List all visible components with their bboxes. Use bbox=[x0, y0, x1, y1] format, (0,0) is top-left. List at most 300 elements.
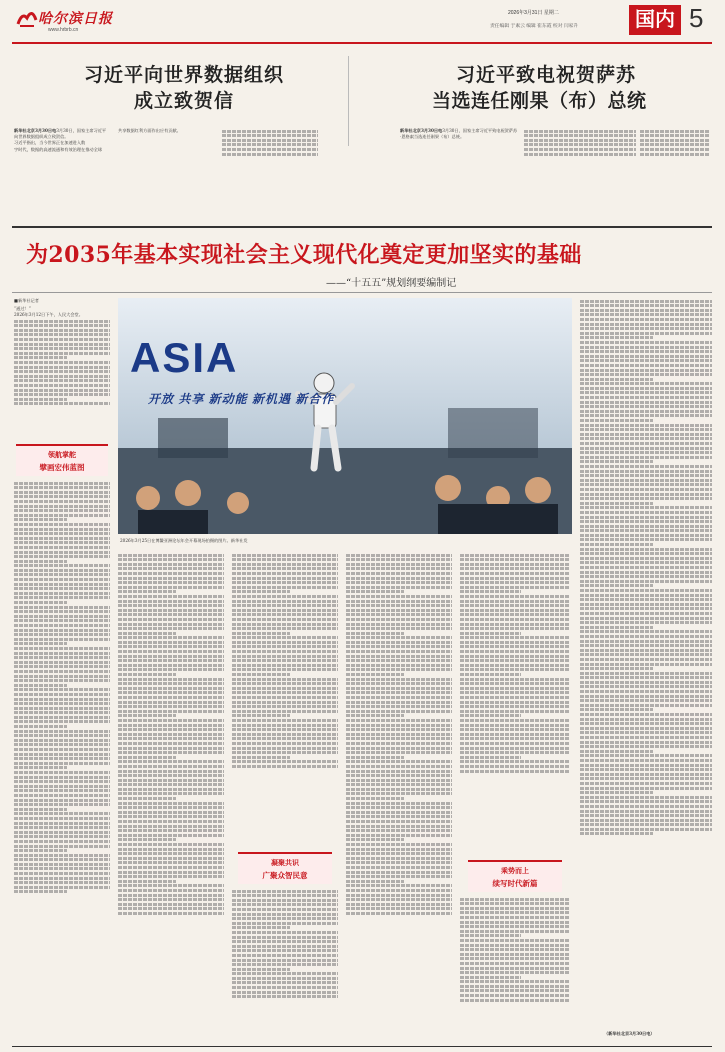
body-text-line bbox=[232, 986, 338, 989]
body-text-line bbox=[346, 590, 404, 593]
body-text-line bbox=[580, 796, 712, 799]
body-text-line bbox=[580, 745, 712, 748]
body-text-line bbox=[232, 981, 338, 984]
body-text-line bbox=[118, 871, 224, 874]
body-text-line bbox=[580, 304, 712, 307]
body-text-line bbox=[580, 630, 712, 633]
body-text-line bbox=[14, 555, 110, 558]
subhead2-line1: 凝聚共识 bbox=[271, 860, 299, 867]
subhead-box-3 bbox=[468, 860, 562, 892]
page-number: 5 bbox=[689, 3, 704, 33]
body-text-line bbox=[524, 139, 636, 142]
body-text-line bbox=[232, 949, 338, 952]
body-text-line bbox=[14, 822, 110, 825]
body-text-line bbox=[118, 742, 224, 745]
body-text-line bbox=[460, 714, 521, 717]
body-text-line bbox=[460, 554, 570, 557]
body-text-line bbox=[640, 153, 710, 156]
body-text-line bbox=[14, 560, 67, 563]
body-text-line bbox=[118, 636, 224, 639]
body-text-line bbox=[232, 558, 338, 561]
body-text-line bbox=[14, 338, 110, 341]
body-text-line bbox=[232, 600, 338, 603]
body-text-line bbox=[14, 647, 110, 650]
body-text-line bbox=[118, 760, 224, 763]
body-text-line bbox=[580, 538, 712, 541]
body-text-line bbox=[580, 447, 712, 450]
body-text-line bbox=[14, 766, 67, 769]
article2-lead bbox=[400, 128, 518, 140]
body-text-line bbox=[118, 618, 224, 621]
body-text-line bbox=[118, 554, 224, 557]
body-text-line bbox=[460, 613, 570, 616]
body-text-line bbox=[460, 567, 570, 570]
body-text-line bbox=[580, 378, 653, 381]
body-text-line bbox=[14, 679, 110, 682]
body-text-line bbox=[118, 678, 224, 681]
body-text-line bbox=[580, 713, 712, 716]
body-text-line bbox=[346, 632, 404, 635]
body-text-line bbox=[14, 794, 110, 797]
body-text-line bbox=[232, 936, 338, 939]
body-text-line bbox=[346, 554, 452, 557]
body-text-line bbox=[640, 134, 710, 137]
body-text-line bbox=[346, 751, 452, 754]
body-text-line bbox=[460, 710, 570, 713]
body-text-line bbox=[460, 930, 570, 933]
body-text-line bbox=[580, 543, 653, 546]
article1-text-col3 bbox=[222, 128, 318, 168]
body-text-line bbox=[346, 843, 452, 846]
article2-lead-text: 3月30日，国家主席习近平致电祝贺萨苏·恩格索当选连任刚果（布）总统。 bbox=[400, 128, 518, 140]
body-text-line bbox=[118, 714, 176, 717]
body-text-line bbox=[14, 379, 110, 382]
body-text-line bbox=[232, 959, 338, 962]
body-text-line bbox=[346, 641, 452, 644]
body-text-line bbox=[640, 143, 710, 146]
article-congratulation bbox=[356, 54, 712, 224]
body-text-line bbox=[118, 710, 224, 713]
body-text-line bbox=[580, 474, 712, 477]
body-text-line bbox=[346, 586, 452, 589]
body-text-line bbox=[580, 419, 653, 422]
body-text-line bbox=[118, 641, 224, 644]
body-text-line bbox=[346, 664, 452, 667]
body-text-line bbox=[14, 803, 110, 806]
body-text-line bbox=[580, 318, 712, 321]
body-text-line bbox=[580, 640, 712, 643]
body-text-line bbox=[580, 529, 712, 532]
body-text-line bbox=[232, 894, 338, 897]
body-text-line bbox=[346, 866, 452, 869]
body-text-line bbox=[346, 719, 452, 722]
body-text-line bbox=[118, 590, 176, 593]
body-text-line bbox=[580, 442, 712, 445]
body-text-line bbox=[346, 678, 452, 681]
article1-dateline: 新华社北京3月30日电 bbox=[14, 128, 57, 133]
article-data-organization bbox=[14, 54, 344, 224]
body-text-line bbox=[118, 880, 176, 883]
body-text-line bbox=[118, 820, 224, 823]
body-text-line bbox=[118, 834, 224, 837]
story-column-6 bbox=[580, 298, 712, 1044]
body-text-line bbox=[460, 577, 570, 580]
body-text-line bbox=[232, 701, 338, 704]
body-text-line bbox=[346, 802, 452, 805]
body-text-line bbox=[118, 774, 224, 777]
body-text-line bbox=[580, 690, 712, 693]
body-text-line bbox=[460, 994, 570, 997]
body-text-line bbox=[580, 470, 712, 473]
body-text-line bbox=[580, 759, 712, 762]
body-text-line bbox=[580, 414, 712, 417]
body-text-line bbox=[232, 940, 338, 943]
body-text-line bbox=[580, 607, 712, 610]
body-text-line bbox=[460, 668, 570, 671]
article1-lead bbox=[14, 128, 110, 153]
body-text-line bbox=[14, 592, 110, 595]
body-text-line bbox=[14, 771, 110, 774]
body-text-line bbox=[580, 557, 712, 560]
body-text-line bbox=[14, 482, 110, 485]
body-text-line bbox=[118, 623, 224, 626]
body-text-line bbox=[460, 737, 570, 740]
body-text-line bbox=[346, 912, 452, 915]
photo-banner-text: ASIA bbox=[130, 334, 239, 381]
body-text-line bbox=[232, 751, 338, 754]
body-text-line bbox=[118, 627, 224, 630]
body-text-line bbox=[14, 812, 110, 815]
body-text-line bbox=[232, 714, 290, 717]
body-text-line bbox=[14, 845, 110, 848]
body-text-line bbox=[118, 779, 224, 782]
body-text-line bbox=[580, 832, 653, 835]
body-text-line bbox=[14, 601, 67, 604]
body-text-line bbox=[14, 333, 110, 336]
column5-text-block1 bbox=[460, 552, 570, 852]
body-text-line bbox=[346, 779, 452, 782]
body-text-line bbox=[640, 148, 710, 151]
body-text-line bbox=[580, 396, 712, 399]
body-text-line bbox=[580, 336, 653, 339]
body-text-line bbox=[14, 799, 110, 802]
body-text-line bbox=[460, 627, 570, 630]
body-text-line bbox=[232, 696, 338, 699]
body-text-line bbox=[14, 500, 110, 503]
main-headline: 为2035年基本实现社会主义现代化奠定更加坚实的基础 bbox=[26, 242, 582, 268]
body-text-line bbox=[232, 908, 338, 911]
body-text-line bbox=[232, 581, 338, 584]
column1-text-block1 bbox=[14, 318, 110, 436]
body-text-line bbox=[460, 719, 570, 722]
body-text-line bbox=[580, 635, 712, 638]
body-text-line bbox=[580, 704, 712, 707]
body-text-line bbox=[118, 645, 224, 648]
body-text-line bbox=[460, 604, 570, 607]
body-text-line bbox=[346, 770, 452, 773]
body-text-line bbox=[580, 805, 712, 808]
body-text-line bbox=[346, 701, 452, 704]
body-text-line bbox=[346, 558, 452, 561]
body-text-line bbox=[460, 898, 570, 901]
body-text-line bbox=[460, 590, 521, 593]
body-text-line bbox=[118, 889, 224, 892]
body-text-line bbox=[580, 493, 712, 496]
body-text-line bbox=[14, 684, 67, 687]
body-text-line bbox=[346, 595, 452, 598]
body-text-line bbox=[460, 962, 570, 965]
body-text-line bbox=[346, 907, 452, 910]
editor-credits: 责任编辑 于素云 编辑 崔东霞 校对 闫家升 bbox=[490, 24, 579, 29]
body-text-line bbox=[232, 995, 338, 998]
body-text-line bbox=[580, 658, 712, 661]
body-text-line bbox=[118, 751, 224, 754]
body-text-line bbox=[232, 899, 338, 902]
column4-text-block1 bbox=[346, 552, 452, 1042]
body-text-line bbox=[460, 939, 570, 942]
body-text-line bbox=[14, 877, 110, 880]
body-text-line bbox=[346, 705, 452, 708]
body-text-line bbox=[14, 505, 110, 508]
body-text-line bbox=[580, 465, 712, 468]
body-text-line bbox=[580, 502, 653, 505]
body-text-line bbox=[14, 596, 110, 599]
body-text-line bbox=[580, 520, 712, 523]
body-text-line bbox=[118, 861, 224, 864]
body-text-line bbox=[580, 828, 712, 831]
body-text-line bbox=[14, 716, 110, 719]
body-text-line bbox=[118, 806, 224, 809]
body-text-line bbox=[580, 387, 712, 390]
body-text-line bbox=[346, 747, 452, 750]
body-text-line bbox=[346, 604, 452, 607]
body-text-line bbox=[118, 912, 224, 915]
body-text-line bbox=[460, 696, 570, 699]
body-text-line bbox=[524, 153, 636, 156]
body-text-line bbox=[640, 139, 710, 142]
article1-lead-text: 3月30日，国家主席习近平向世界数据组织成立致贺信。 bbox=[14, 128, 107, 140]
body-text-line bbox=[118, 586, 224, 589]
body-text-line bbox=[232, 972, 338, 975]
body-text-line bbox=[346, 650, 452, 653]
body-text-line bbox=[580, 451, 712, 454]
body-text-line bbox=[346, 737, 452, 740]
subhead3-line2: 续写时代新篇 bbox=[492, 879, 538, 888]
body-text-line bbox=[118, 687, 224, 690]
body-text-line bbox=[460, 760, 570, 763]
body-text-line bbox=[460, 600, 570, 603]
body-text-line bbox=[580, 479, 712, 482]
body-text-line bbox=[14, 356, 67, 359]
body-text-line bbox=[14, 675, 110, 678]
body-text-line bbox=[580, 350, 712, 353]
body-text-line bbox=[580, 594, 712, 597]
body-text-line bbox=[14, 702, 110, 705]
body-text-line bbox=[346, 623, 452, 626]
body-text-line bbox=[346, 820, 452, 823]
body-text-line bbox=[460, 742, 570, 745]
body-text-line bbox=[460, 902, 570, 905]
issue-date: 2026年3月31日 星期二 bbox=[508, 10, 559, 16]
body-text-line bbox=[346, 880, 404, 883]
body-text-line bbox=[346, 682, 452, 685]
body-text-line bbox=[460, 701, 570, 704]
body-text-line bbox=[460, 751, 570, 754]
body-text-line bbox=[346, 636, 452, 639]
body-text-line bbox=[14, 849, 67, 852]
body-text-line bbox=[222, 143, 318, 146]
body-text-line bbox=[232, 623, 338, 626]
body-text-line bbox=[118, 577, 224, 580]
body-text-line bbox=[232, 931, 338, 934]
body-text-line bbox=[14, 688, 110, 691]
body-text-line bbox=[346, 875, 452, 878]
body-text-line bbox=[460, 916, 570, 919]
photo-slogan: 开放 共享 新动能 新机遇 新合作 bbox=[148, 392, 335, 406]
subhead-box-1 bbox=[16, 444, 108, 476]
body-text-line bbox=[580, 355, 712, 358]
article1-text-col2 bbox=[118, 128, 214, 168]
body-text-line bbox=[14, 867, 110, 870]
body-text-line bbox=[460, 664, 570, 667]
body-text-line bbox=[580, 534, 712, 537]
body-text-line bbox=[346, 797, 404, 800]
body-text-line bbox=[14, 523, 110, 526]
body-text-line bbox=[580, 819, 712, 822]
body-text-line bbox=[580, 649, 712, 652]
body-text-line bbox=[232, 650, 338, 653]
body-text-line bbox=[232, 590, 290, 593]
body-text-line bbox=[580, 810, 712, 813]
body-text-line bbox=[232, 747, 338, 750]
body-text-line bbox=[118, 724, 224, 727]
body-text-line bbox=[346, 806, 452, 809]
body-text-line bbox=[14, 886, 110, 889]
body-text-line bbox=[118, 765, 224, 768]
body-text-line bbox=[118, 843, 224, 846]
body-text-line bbox=[118, 770, 224, 773]
body-text-line bbox=[14, 748, 110, 751]
body-text-line bbox=[460, 967, 570, 970]
body-text-line bbox=[232, 668, 338, 671]
body-text-line bbox=[640, 130, 710, 133]
body-text-line bbox=[580, 391, 712, 394]
body-text-line bbox=[14, 528, 110, 531]
body-text-line bbox=[118, 572, 224, 575]
body-text-line bbox=[580, 346, 712, 349]
story-column-5 bbox=[460, 552, 570, 1044]
body-text-line bbox=[232, 705, 338, 708]
body-text-line bbox=[460, 999, 570, 1002]
logo-text: 哈尔滨日报 bbox=[38, 11, 113, 27]
body-text-line bbox=[580, 488, 712, 491]
body-text-line bbox=[346, 871, 452, 874]
body-text-line bbox=[580, 456, 712, 459]
body-text-line bbox=[580, 483, 712, 486]
body-text-line bbox=[232, 682, 338, 685]
body-text-line bbox=[14, 670, 110, 673]
body-text-line bbox=[232, 917, 338, 920]
body-text-line bbox=[460, 682, 570, 685]
body-text-line bbox=[118, 829, 224, 832]
body-text-line bbox=[14, 642, 67, 645]
body-text-line bbox=[580, 699, 712, 702]
body-text-line bbox=[346, 760, 452, 763]
body-text-line bbox=[346, 848, 452, 851]
body-text-line bbox=[14, 707, 110, 710]
body-text-line bbox=[580, 401, 712, 404]
body-text-line bbox=[580, 437, 712, 440]
body-text-line bbox=[118, 788, 224, 791]
body-text-line bbox=[580, 727, 712, 730]
body-text-line bbox=[460, 655, 570, 658]
body-text-line bbox=[460, 747, 570, 750]
body-text-line bbox=[232, 595, 338, 598]
body-text-line bbox=[460, 989, 570, 992]
body-text-line bbox=[14, 661, 110, 664]
body-text-line bbox=[118, 838, 176, 841]
body-text-line bbox=[580, 309, 712, 312]
body-text-line bbox=[232, 724, 338, 727]
body-text-line bbox=[580, 548, 712, 551]
body-text-line bbox=[118, 701, 224, 704]
body-text-line bbox=[118, 903, 224, 906]
body-text-line bbox=[14, 757, 110, 760]
body-text-line bbox=[346, 838, 404, 841]
body-text-line bbox=[14, 615, 110, 618]
body-text-line bbox=[580, 741, 712, 744]
subhead-box-2 bbox=[238, 852, 332, 884]
body-text-line bbox=[460, 572, 570, 575]
body-text-line bbox=[460, 691, 570, 694]
body-text-line bbox=[580, 516, 712, 519]
body-text-line bbox=[14, 583, 110, 586]
body-text-line bbox=[460, 948, 570, 951]
body-text-line bbox=[14, 854, 110, 857]
body-text-line bbox=[460, 953, 570, 956]
body-text-line bbox=[580, 424, 712, 427]
body-text-line bbox=[580, 768, 712, 771]
body-text-line bbox=[14, 514, 110, 517]
body-text-line bbox=[580, 800, 712, 803]
body-text-line bbox=[232, 632, 290, 635]
body-text-line bbox=[580, 511, 712, 514]
body-text-line bbox=[14, 606, 110, 609]
subhead1-line1: 领航掌舵 bbox=[48, 452, 76, 459]
body-text-line bbox=[14, 881, 110, 884]
body-text-line bbox=[14, 808, 67, 811]
body-text-line bbox=[460, 623, 570, 626]
body-text-line bbox=[580, 598, 712, 601]
body-text-line bbox=[580, 341, 712, 344]
body-text-line bbox=[460, 650, 570, 653]
body-text-line bbox=[118, 682, 224, 685]
column6-text-block1 bbox=[580, 298, 712, 1028]
body-text-line bbox=[580, 571, 712, 574]
body-text-line bbox=[232, 664, 338, 667]
main-headline-rule bbox=[12, 292, 712, 293]
column3-text-block2 bbox=[232, 888, 338, 1042]
body-text-line bbox=[232, 926, 290, 929]
body-text-line bbox=[118, 811, 224, 814]
body-text-line bbox=[14, 551, 110, 554]
body-text-line bbox=[346, 696, 452, 699]
article1-col2-text: 共享数据红利方面作出应有贡献。 bbox=[118, 128, 181, 133]
body-text-line bbox=[14, 347, 110, 350]
body-text-line bbox=[14, 491, 110, 494]
column5-text-block2 bbox=[460, 896, 570, 1042]
body-text-line bbox=[14, 872, 110, 875]
